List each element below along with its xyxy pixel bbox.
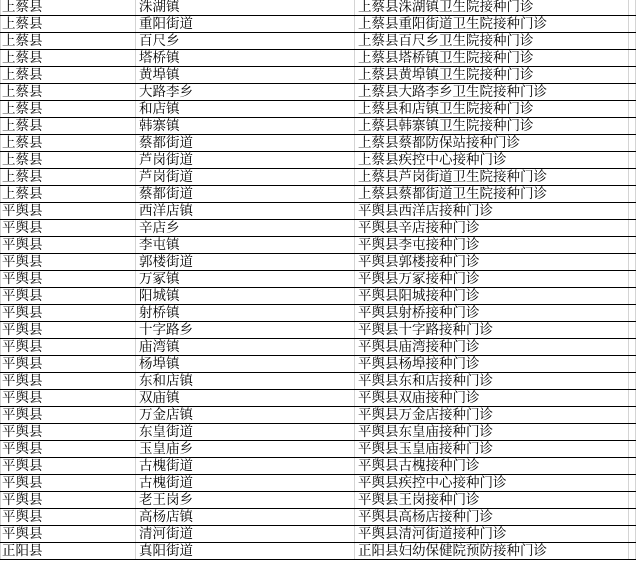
township-cell[interactable]: 射桥镇 [136,305,355,322]
clinic-name-cell[interactable]: 平舆县万金店接种门诊 [355,407,629,424]
empty-cell[interactable] [629,135,636,152]
clinic-name-cell[interactable]: 上蔡县大路李乡卫生院接种门诊 [355,84,629,101]
county-cell[interactable]: 上蔡县 [1,33,136,50]
empty-cell[interactable] [629,339,636,356]
table-row [1,509,636,526]
empty-cell[interactable] [629,84,636,101]
township-cell[interactable]: 古槐街道 [136,458,355,475]
table-row [1,101,636,118]
empty-cell[interactable] [629,152,636,169]
table-row [1,135,636,152]
township-cell[interactable]: 黄埠镇 [136,67,355,84]
empty-cell[interactable] [629,254,636,271]
clinic-name-cell[interactable]: 上蔡县和店镇卫生院接种门诊 [355,101,629,118]
township-cell[interactable]: 万冢镇 [136,271,355,288]
township-cell[interactable]: 庙湾镇 [136,339,355,356]
county-cell[interactable]: 平舆县 [1,407,136,424]
township-cell[interactable]: 蔡都街道 [136,186,355,203]
township-cell[interactable]: 高杨店镇 [136,509,355,526]
clinic-name-cell[interactable]: 平舆县疾控中心接种门诊 [355,475,629,492]
table-row [1,118,636,135]
table-row [1,203,636,220]
table-row [1,220,636,237]
county-cell[interactable]: 平舆县 [1,475,136,492]
township-cell[interactable]: 辛店乡 [136,220,355,237]
empty-cell[interactable] [629,322,636,339]
clinic-name-cell[interactable]: 平舆县郭楼接种门诊 [355,254,629,271]
table-row [1,33,636,50]
clinic-name-cell[interactable]: 平舆县西洋店接种门诊 [355,203,629,220]
empty-cell[interactable] [629,424,636,441]
table-row [1,492,636,509]
clinic-name-cell[interactable]: 上蔡县疾控中心接种门诊 [355,152,629,169]
county-cell[interactable]: 平舆县 [1,373,136,390]
clinic-name-cell[interactable]: 上蔡县塔桥镇卫生院接种门诊 [355,50,629,67]
empty-cell[interactable] [629,441,636,458]
clinic-name-cell[interactable]: 平舆县庙湾接种门诊 [355,339,629,356]
table-row [1,424,636,441]
empty-cell[interactable] [629,220,636,237]
county-cell[interactable]: 上蔡县 [1,135,136,152]
table-row [1,237,636,254]
clinic-name-cell[interactable]: 平舆县辛店接种门诊 [355,220,629,237]
empty-cell[interactable] [629,407,636,424]
table-row [1,475,636,492]
township-cell[interactable]: 百尺乡 [136,33,355,50]
county-cell[interactable]: 平舆县 [1,322,136,339]
table-row [1,0,636,16]
clinic-name-cell[interactable]: 平舆县十字路接种门诊 [355,322,629,339]
township-cell[interactable]: 和店镇 [136,101,355,118]
township-cell[interactable]: 蔡都街道 [136,135,355,152]
clinic-name-cell[interactable]: 正阳县妇幼保健院预防接种门诊 [355,543,629,560]
table-row [1,373,636,390]
clinic-name-cell[interactable]: 上蔡县蔡都街道卫生院接种门诊 [355,186,629,203]
empty-cell[interactable] [629,33,636,50]
township-cell[interactable]: 十字路乡 [136,322,355,339]
clinic-name-cell[interactable]: 平舆县清河街道接种门诊 [355,526,629,543]
table-row [1,67,636,84]
township-cell[interactable]: 真阳街道 [136,543,355,560]
clinic-name-cell[interactable]: 上蔡县洙湖镇卫生院接种门诊 [355,0,629,16]
table-row [1,356,636,373]
county-cell[interactable]: 上蔡县 [1,101,136,118]
clinic-name-cell[interactable]: 平舆县王岗接种门诊 [355,492,629,509]
clinic-name-cell[interactable]: 平舆县古槐接种门诊 [355,458,629,475]
township-cell[interactable]: 玉皇庙乡 [136,441,355,458]
clinic-name-cell[interactable]: 平舆县射桥接种门诊 [355,305,629,322]
table-row [1,152,636,169]
township-cell[interactable]: 阳城镇 [136,288,355,305]
county-cell[interactable]: 平舆县 [1,305,136,322]
empty-cell[interactable] [629,0,636,16]
county-cell[interactable]: 正阳县 [1,543,136,560]
township-cell[interactable]: 双庙镇 [136,390,355,407]
county-cell[interactable]: 上蔡县 [1,169,136,186]
table-row [1,322,636,339]
table-row [1,186,636,203]
table-row [1,390,636,407]
empty-cell[interactable] [629,288,636,305]
county-cell[interactable]: 平舆县 [1,526,136,543]
table-body [1,0,636,560]
empty-cell[interactable] [629,203,636,220]
table-row [1,50,636,67]
table-row [1,339,636,356]
county-cell[interactable]: 平舆县 [1,339,136,356]
table-row [1,407,636,424]
township-cell[interactable]: 东和店镇 [136,373,355,390]
township-cell[interactable]: 重阳街道 [136,16,355,33]
county-cell[interactable]: 平舆县 [1,254,136,271]
clinic-name-cell[interactable]: 上蔡县韩寨镇卫生院接种门诊 [355,118,629,135]
table-row [1,543,636,560]
empty-cell[interactable] [629,526,636,543]
county-cell[interactable]: 平舆县 [1,203,136,220]
empty-cell[interactable] [629,373,636,390]
table-row [1,271,636,288]
clinic-name-cell[interactable]: 平舆县万冢接种门诊 [355,271,629,288]
township-cell[interactable]: 芦岗街道 [136,152,355,169]
clinic-name-cell[interactable]: 上蔡县重阳街道卫生院接种门诊 [355,16,629,33]
township-cell[interactable]: 大路李乡 [136,84,355,101]
table-row [1,84,636,101]
empty-cell[interactable] [629,305,636,322]
empty-cell[interactable] [629,169,636,186]
township-cell[interactable]: 清河街道 [136,526,355,543]
clinic-name-cell[interactable]: 平舆县东和店接种门诊 [355,373,629,390]
empty-cell[interactable] [629,475,636,492]
county-cell[interactable]: 上蔡县 [1,152,136,169]
county-cell[interactable]: 平舆县 [1,220,136,237]
table-row [1,526,636,543]
empty-cell[interactable] [629,543,636,560]
township-cell[interactable]: 塔桥镇 [136,50,355,67]
empty-cell[interactable] [629,237,636,254]
township-cell[interactable]: 杨埠镇 [136,356,355,373]
clinic-name-cell[interactable]: 上蔡县黄埠镇卫生院接种门诊 [355,67,629,84]
empty-cell[interactable] [629,356,636,373]
table-row [1,288,636,305]
empty-cell[interactable] [629,16,636,33]
empty-cell[interactable] [629,458,636,475]
empty-cell[interactable] [629,509,636,526]
table-row [1,16,636,33]
empty-cell[interactable] [629,50,636,67]
county-cell[interactable]: 平舆县 [1,390,136,407]
township-cell[interactable]: 韩寨镇 [136,118,355,135]
county-cell[interactable]: 平舆县 [1,271,136,288]
clinic-name-cell[interactable]: 上蔡县芦岗街道卫生院接种门诊 [355,169,629,186]
county-cell[interactable]: 上蔡县 [1,50,136,67]
empty-cell[interactable] [629,492,636,509]
township-cell[interactable]: 万金店镇 [136,407,355,424]
county-cell[interactable]: 平舆县 [1,288,136,305]
township-cell[interactable]: 老王岗乡 [136,492,355,509]
empty-cell[interactable] [629,390,636,407]
county-cell[interactable]: 平舆县 [1,237,136,254]
county-cell[interactable]: 上蔡县 [1,16,136,33]
county-cell[interactable]: 平舆县 [1,509,136,526]
township-cell[interactable]: 东皇街道 [136,424,355,441]
county-cell[interactable]: 平舆县 [1,458,136,475]
county-cell[interactable]: 平舆县 [1,441,136,458]
county-cell[interactable]: 上蔡县 [1,118,136,135]
clinic-name-cell[interactable]: 平舆县双庙接种门诊 [355,390,629,407]
clinic-name-cell[interactable]: 平舆县东皇庙接种门诊 [355,424,629,441]
county-cell[interactable]: 上蔡县 [1,67,136,84]
clinic-name-cell[interactable]: 平舆县玉皇庙接种门诊 [355,441,629,458]
county-cell[interactable]: 上蔡县 [1,84,136,101]
township-cell[interactable]: 芦岗街道 [136,169,355,186]
empty-cell[interactable] [629,118,636,135]
table-row [1,169,636,186]
empty-cell[interactable] [629,186,636,203]
empty-cell[interactable] [629,67,636,84]
empty-cell[interactable] [629,271,636,288]
county-cell[interactable]: 上蔡县 [1,186,136,203]
township-cell[interactable]: 李屯镇 [136,237,355,254]
township-cell[interactable]: 西洋店镇 [136,203,355,220]
table-row [1,458,636,475]
clinic-name-cell[interactable]: 平舆县高杨店接种门诊 [355,509,629,526]
township-cell[interactable]: 洙湖镇 [136,0,355,16]
table-row [1,305,636,322]
township-cell[interactable]: 郭楼街道 [136,254,355,271]
empty-cell[interactable] [629,101,636,118]
county-cell[interactable]: 上蔡县 [1,0,136,16]
clinic-name-cell[interactable]: 平舆县阳城接种门诊 [355,288,629,305]
table-row [1,441,636,458]
township-cell[interactable]: 古槐街道 [136,475,355,492]
clinic-name-cell[interactable]: 平舆县李屯接种门诊 [355,237,629,254]
county-cell[interactable]: 平舆县 [1,492,136,509]
county-cell[interactable]: 平舆县 [1,356,136,373]
clinic-name-cell[interactable]: 上蔡县百尺乡卫生院接种门诊 [355,33,629,50]
county-cell[interactable]: 平舆县 [1,424,136,441]
clinic-name-cell[interactable]: 上蔡县蔡都防保站接种门诊 [355,135,629,152]
table-row [1,254,636,271]
clinic-name-cell[interactable]: 平舆县杨埠接种门诊 [355,356,629,373]
